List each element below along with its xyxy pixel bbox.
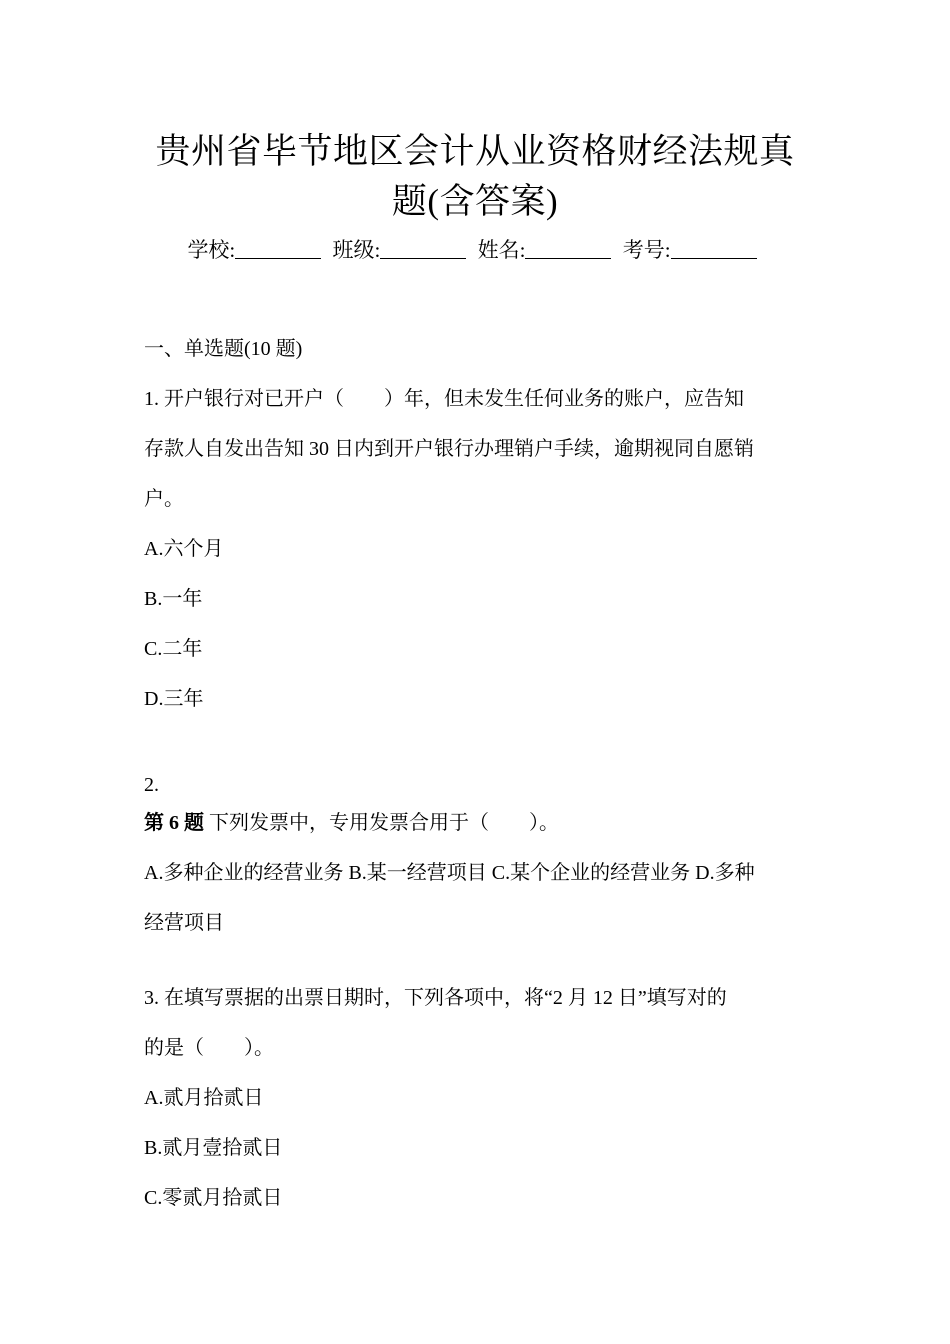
name-label: 姓名: [477,238,526,262]
question-3-line-1: 3. 在填写票据的出票日期时，下列各项中，将“2 月 12 日”填写对的 [144,987,727,1009]
question-1-line-3: 户。 [144,488,184,510]
student-info-line [140,235,810,265]
school-label: 学校: [187,238,236,262]
id-blank[interactable] [671,238,757,259]
question-3-option-b: B.贰月壹拾贰日 [144,1137,283,1159]
name-blank[interactable] [525,238,611,259]
question-2-options-line-2: 经营项目 [144,912,224,934]
class-label: 班级: [332,238,381,262]
question-2-options-line-1: A.多种企业的经营业务 B.某一经营项目 C.某个企业的经营业务 D.多种 [144,862,755,884]
question-1-option-b: B.一年 [144,588,203,610]
question-3-line-2: 的是（ ）。 [144,1037,274,1059]
page-title-line-1: 贵州省毕节地区会计从业资格财经法规真 [155,132,795,171]
question-2-stem [144,808,812,838]
question-1-option-a: A.六个月 [144,538,224,560]
question-2-bold-prefix: 第 6 题 [144,812,204,834]
question-2-number: 2. [144,774,159,796]
school-blank[interactable] [235,238,321,259]
id-label: 考号: [622,238,671,262]
page-title-line-2: 题(含答案) [391,182,559,221]
question-1-line-2: 存款人自发出告知 30 日内到开户银行办理销户手续，逾期视同自愿销 [144,438,754,460]
class-blank[interactable] [380,238,466,259]
question-3-option-c: C.零贰月拾贰日 [144,1187,283,1209]
question-1-option-c: C.二年 [144,638,203,660]
question-1-option-d: D.三年 [144,688,204,710]
question-1-line-1: 1. 开户银行对已开户（ ）年，但未发生任何业务的账户，应告知 [144,388,744,410]
question-2-stem-text: 下列发票中，专用发票合用于（ ）。 [204,812,559,834]
section-heading: 一、单选题(10 题) [144,338,303,360]
question-3-option-a: A.贰月拾贰日 [144,1087,264,1109]
